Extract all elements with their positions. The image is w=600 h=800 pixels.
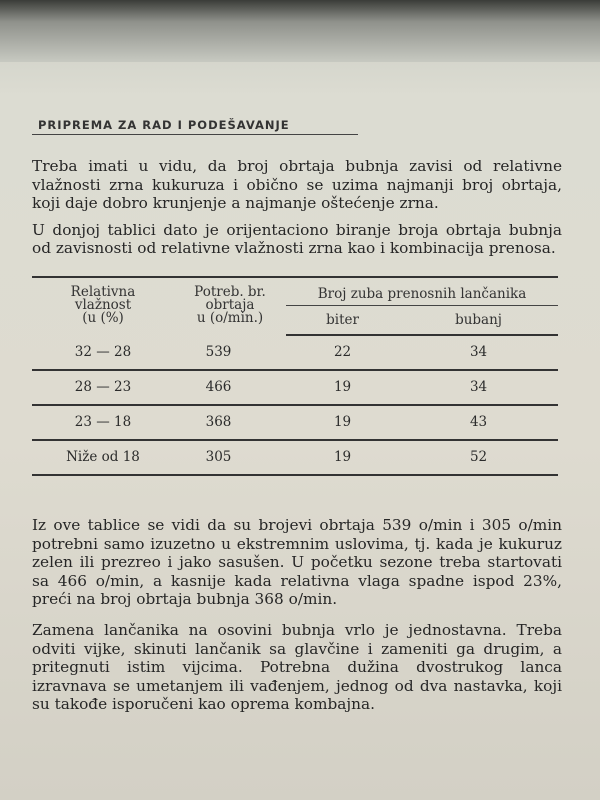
- cell-speed: 368: [174, 405, 286, 440]
- table-row: [32, 370, 558, 405]
- col-header-biter: biter: [286, 305, 399, 335]
- cell-bubanj: 43: [399, 405, 558, 440]
- cell-biter: 19: [286, 405, 399, 440]
- col-header-humidity-line1: Relativna: [70, 283, 136, 300]
- intro-paragraph: Treba imati u vidu, da broj obrtaja bubnja zavisi od relativne vlažnosti zrna kukuruza i obično se uzima najmanji broj obrtaja, koji daje dobro krunjenje a najmanje oštećenje zrna.: [32, 157, 562, 213]
- cell-biter: 19: [286, 440, 399, 475]
- table-intro-paragraph: U donjoj tablici dato je orijentaciono biranje broja obrtaja bubnja od zavisnosti od relativne vlažnosti zrna kao i kombinacija prenosa.: [32, 220, 562, 258]
- cell-speed: 539: [174, 335, 286, 370]
- cell-biter: 19: [286, 370, 399, 405]
- table-row: [32, 335, 558, 370]
- col-header-humidity-line3: (u (%): [82, 309, 124, 326]
- cell-bubanj: 34: [399, 370, 558, 405]
- section-header: PRIPREMA ZA RAD I PODEŠAVANJE: [32, 118, 358, 135]
- cell-biter: 22: [286, 335, 399, 370]
- cell-speed: 305: [174, 440, 286, 475]
- table-header-row: [32, 277, 558, 306]
- analysis-paragraph: Iz ove tablice se vidi da su brojevi obrtaja 539 o/min i 305 o/min potrebni samo izuzetno u ekstremnim uslovima, tj. kada je kukuruz zelen ili prezreo i jako sasušen. U početku sezone treba startovati sa 466 o/min, a kasnije kada relativna vlaga spadne ispod 23%, preći na broj obrtaja bubnja 368 o/min.: [32, 515, 562, 609]
- col-header-speed: [174, 277, 286, 335]
- table-row: [32, 440, 558, 475]
- col-header-bubanj: bubanj: [399, 305, 558, 335]
- cell-humidity: Niže od 18: [32, 440, 174, 475]
- cell-bubanj: 52: [399, 440, 558, 475]
- cell-humidity: 28 — 23: [32, 370, 174, 405]
- speed-table: [32, 276, 558, 476]
- col-header-speed-line1: Potreb. br.: [194, 283, 266, 300]
- col-header-humidity: [32, 277, 174, 335]
- page-content: [32, 118, 562, 714]
- col-header-humidity-line2: vlažnost: [74, 296, 132, 313]
- table-row: [32, 405, 558, 440]
- cell-humidity: 23 — 18: [32, 405, 174, 440]
- col-header-speed-line2: obrtaja: [205, 296, 255, 313]
- page-top-shadow: [0, 0, 600, 62]
- sprocket-paragraph: Zamena lančanika na osovini bubnja vrlo je jednostavna. Treba odviti vijke, skinuti lančanik sa glavčine i zameniti ga drugim, a pritegnuti istim vijcima. Potrebna dužina dvostrukog lanca izravnava se umetanjem ili vađenjem, jednog od dva nastavka, koji su takođe isporučeni kao oprema kombajna.: [32, 620, 562, 714]
- cell-humidity: 32 — 28: [32, 335, 174, 370]
- cell-speed: 466: [174, 370, 286, 405]
- col-header-group: Broj zuba prenosnih lančanika: [286, 277, 558, 306]
- col-header-speed-line3: u (o/min.): [196, 309, 264, 326]
- cell-bubanj: 34: [399, 335, 558, 370]
